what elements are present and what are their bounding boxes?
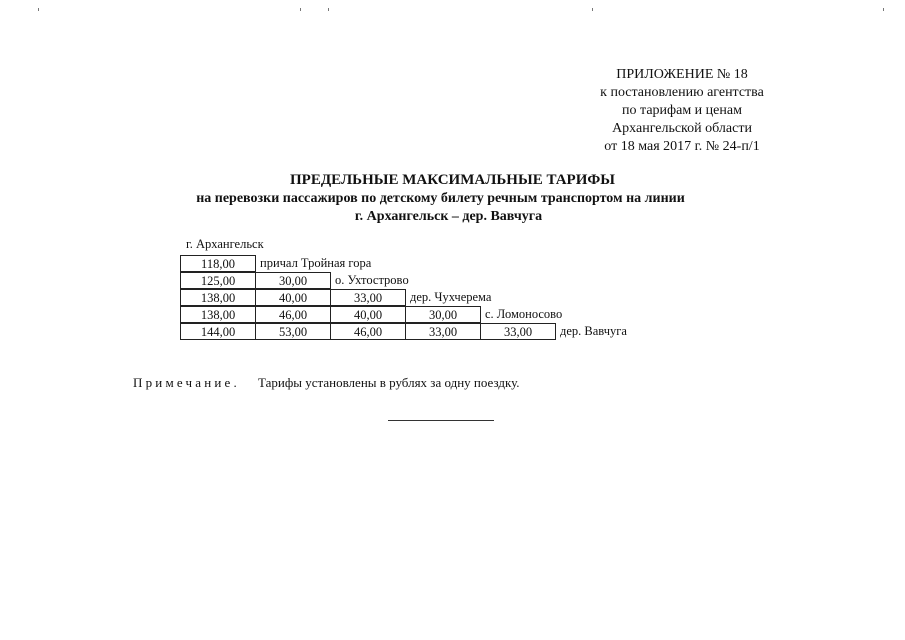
appendix-ref-line: по тарифам и ценам — [622, 103, 742, 118]
tariff-cell: 30,00 — [255, 272, 331, 289]
tariff-cell: 46,00 — [330, 323, 406, 340]
tariff-cell: 46,00 — [255, 306, 331, 323]
appendix-ref-line: Архангельской области — [612, 121, 752, 136]
tariff-cell: 30,00 — [405, 306, 481, 323]
stop-name: причал Тройная гора — [260, 256, 372, 270]
tariff-cell: 40,00 — [330, 306, 406, 323]
tariff-cell: 138,00 — [180, 306, 256, 323]
closing-rule — [388, 420, 494, 421]
scan-speck — [300, 8, 301, 11]
tariff-cell: 40,00 — [255, 289, 331, 306]
tariff-cell: 33,00 — [330, 289, 406, 306]
tariff-cell: 118,00 — [180, 255, 256, 272]
appendix-number: ПРИЛОЖЕНИЕ № 18 — [616, 67, 748, 82]
tariff-cell: 138,00 — [180, 289, 256, 306]
appendix-date: от 18 мая 2017 г. № 24-п/1 — [604, 139, 760, 154]
note-label: Примечание. — [133, 375, 240, 390]
stop-name: дер. Вавчуга — [560, 324, 627, 338]
appendix-ref-line: к постановлению агентства — [600, 85, 764, 100]
tariff-cell: 33,00 — [405, 323, 481, 340]
scan-speck — [592, 8, 593, 11]
document-subtitle: на перевозки пассажиров по детскому билету речным транспортом на линии — [196, 191, 685, 206]
stop-name: о. Ухтостровo — [335, 273, 409, 287]
tariff-cell: 125,00 — [180, 272, 256, 289]
scan-speck — [883, 8, 884, 11]
tariff-cell: 33,00 — [480, 323, 556, 340]
scan-speck — [38, 8, 39, 11]
stop-name: дер. Чухчерема — [410, 290, 492, 304]
document-title: ПРЕДЕЛЬНЫЕ МАКСИМАЛЬНЫЕ ТАРИФЫ — [290, 172, 615, 188]
note-text: Тарифы установлены в рублях за одну поездку. — [258, 375, 520, 390]
stop-name: с. Ломоносово — [485, 307, 563, 321]
tariff-cell: 53,00 — [255, 323, 331, 340]
tariff-cell: 144,00 — [180, 323, 256, 340]
scan-speck — [328, 8, 329, 11]
route-name: г. Архангельск – дер. Вавчуга — [354, 209, 543, 224]
appendix-block — [552, 66, 812, 156]
origin-label: г. Архангельск — [186, 237, 264, 251]
